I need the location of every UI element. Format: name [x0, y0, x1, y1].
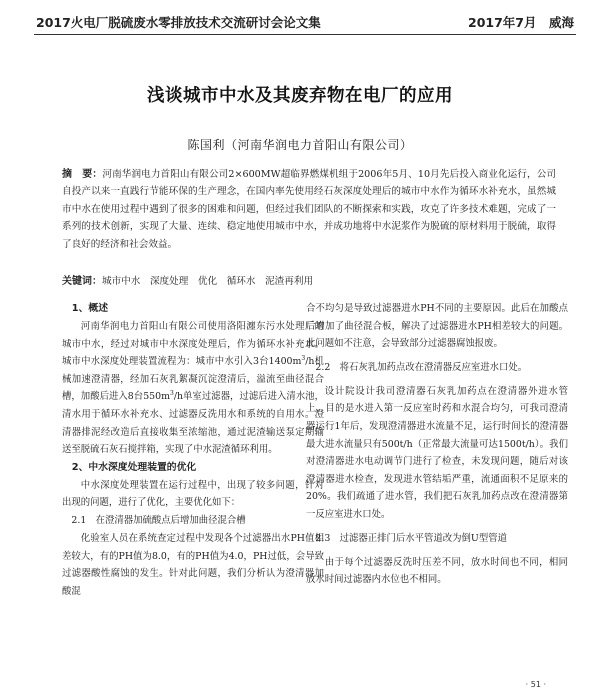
- keywords-label: 关键词：: [62, 276, 102, 287]
- superscript-3: 3: [301, 355, 306, 363]
- header-date-location: 2017年7月 威海: [468, 15, 574, 30]
- subsection-heading-2-2: 2.2 将石灰乳加药点改在澄清器反应室进水口处。: [315, 361, 528, 373]
- author-affiliation: 陈国利（河南华润电力首阳山有限公司）: [187, 138, 413, 152]
- header-proceedings-title: 2017火电厂脱硫废水零排放技术交流研讨会论文集: [36, 15, 321, 30]
- paragraph-2-1: 化验室人员在系统查定过程中发现各个过滤器出水PH值相差较大，有的PH值为8.0，有的PH值为4.0，PH过低，会导致过滤器酸性腐蚀的发生。针对此问题，我们分析认为澄清器加酸混: [62, 532, 324, 597]
- subsection-heading-2-1: 2.1 在澄清器加硫酸点后增加曲径混合槽: [71, 514, 246, 526]
- paragraph-2-3: 由于每个过滤器反洗时压差不同，放水时间也不同，相同放水时间过滤器内水位也不相同。: [306, 556, 568, 586]
- abstract: [62, 166, 556, 253]
- page-number: · 51 ·: [525, 680, 546, 689]
- paragraph-overview-part2: /h机械加速澄清器，经加石灰乳絮凝沉淀澄清后，溢流至曲径混合槽，加酸后进入8台550m: [62, 356, 324, 403]
- section-heading-overview: 1、概述: [71, 303, 109, 314]
- header-rule: [34, 34, 576, 35]
- paragraph-2-2: 设计院设计我司澄清器石灰乳加药点在澄清器外进水管上，目的是水进入第一反应室时药和水混合均匀，可我司澄清器运行1年后，发现澄清器进水流量不足，运行时间长的澄清器最大进水流量只有500t/h（正常最大流量可达1500t/h）。我们对澄清器进水电动调节门进行了检查，未发现问题，随后对该澄清器进水检查，发现进水管结垢严重，流通面积不足原来的20%。我们疏通了进水管，我们把石灰乳加药点改在澄清器第一反应室进水口处。: [306, 385, 568, 520]
- section-heading-optimization: 2、中水深度处理装置的优化: [71, 461, 197, 473]
- abstract-text: 河南华润电力首阳山有限公司2×600MW超临界燃煤机组于2006年5月、10月先后投入商业化运行，公司自投产以来一直践行节能环保的生产理念，在国内率先使用经石灰深度处理后的城市中水作为循环水补充水，虽然城市中水在使用过程中遇到了很多的困难和问题，但经过我们团队的不断探索和实践，攻克了许多技术难题，完成了一系列的技术创新，实现了大量、连续、稳定地使用城市中水，并成功地将中水泥浆作为脱硫的原材料用于脱硫，取得了良好的经济和社会效益。: [62, 169, 557, 250]
- paragraph-overview-part3: /h单室过滤器，过滤后进入清水池，清水用于循环水补充水、过滤器反洗用水和系统的自用水。澄清器排泥经改造后直接收集至浓缩池，通过泥渣输送泵定期输送至脱硫石灰石搅拌箱，实现了中水泥渣循环利用。: [62, 391, 325, 456]
- paragraph-optimization-intro: 中水深度处理装置在运行过程中，出现了较多问题，针对出现的问题，进行了优化，主要优化如下：: [62, 479, 324, 509]
- running-header: [36, 11, 574, 33]
- superscript-3b: 3: [169, 390, 174, 398]
- paragraph-overview: [62, 318, 324, 459]
- paragraph-overview-part1: 河南华润电力首阳山有限公司使用洛阳瀍东污水处理厂的城市中水，经过对城市中水深度处理后，作为循环水补充水。城市中水深度处理装置流程为：城市中水引入3台1400m: [62, 321, 324, 368]
- subsection-heading-2-3: 2.3 过滤器正排门后水平管道改为倒U型管道: [315, 532, 507, 544]
- paper-title: 浅谈城市中水及其废弃物在电厂的应用: [147, 86, 453, 106]
- abstract-label: 摘 要：: [62, 169, 103, 180]
- paragraph-2-1-continued: 合不均匀是导致过滤器进水PH不同的主要原因。此后在加酸点后增加了曲径混合板，解决了过滤器进水PH相差较大的问题。此问题如不注意，会导致部分过滤器腐蚀报废。: [306, 303, 568, 350]
- left-column: [62, 300, 324, 600]
- keywords: [62, 272, 556, 287]
- keywords-text: 城市中水 深度处理 优化 循环水 泥渣再利用: [102, 276, 314, 287]
- right-column: [306, 300, 568, 589]
